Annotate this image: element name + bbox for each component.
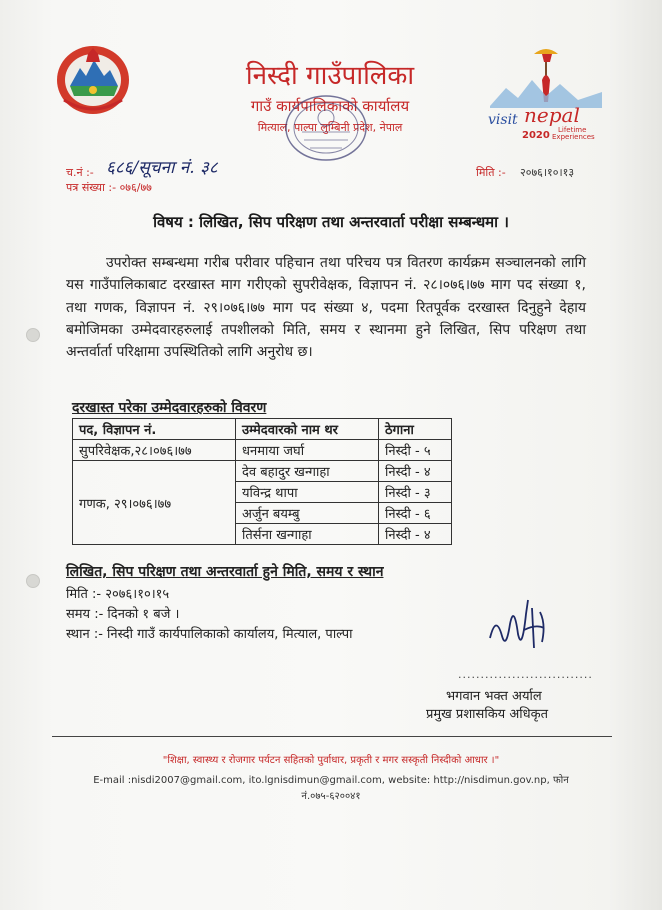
footer-divider xyxy=(52,736,612,737)
visit-nepal-2020-logo xyxy=(486,40,606,142)
schedule-date: मिति :- २०७६।१०।१५ xyxy=(66,587,170,602)
name-cell: यविन्द्र थापा xyxy=(236,482,379,503)
punch-hole xyxy=(26,328,40,342)
municipality-title: निस्दी गाउँपालिका xyxy=(245,61,415,91)
table-row xyxy=(73,440,452,461)
name-cell: तिर्सना खन्गाहा xyxy=(236,524,379,545)
address-cell: निस्दी - ५ xyxy=(379,440,452,461)
punch-hole xyxy=(26,574,40,588)
tagline-lifetime: Lifetime xyxy=(558,126,587,134)
footer-contact-line-1: E-mail :nisdi2007@gmail.com, ito.lgnisdimun@gmail.com, website: http://nisdimun.gov.np, फोन xyxy=(93,775,569,786)
patra-sankhya: पत्र संख्या :- ०७६/७७ xyxy=(66,181,152,194)
footer-motto: "शिक्षा, स्वास्थ्य र रोजगार पर्यटन सहितको पुर्वाधार, प्रकृती र मगर सस्कृती निस्दीको आधार ।" xyxy=(162,755,500,766)
column-header-name: उम्मेदवारको नाम थर xyxy=(236,419,379,440)
office-name: गाउँ कार्यपालिकाको कार्यालय xyxy=(250,97,410,115)
office-seal-stamp xyxy=(282,92,370,164)
nepal-emblem-logo xyxy=(52,40,134,118)
body-text: उपरोक्त सम्बन्धमा गरीब परीवार पहिचान तथा परिचय पत्र वितरण कार्यक्रम सञ्चालनको लागि यस गाउँपालिकाबाट दरखास्त माग गरीएको सुपरीवेक्षक, विज्ञापन नं. २८।०७६।७७ माग पद संख्या १, तथा गणक, विज्ञापन नं. २९।०७६।७७ माग पद संख्या ४, पदमा रितपूर्वक दरखास्त दिनुहुने देहाय बमोजिमका उम्मेदवारहरुलाई तपशीलको मिति, समय र स्थानमा हुने लिखित, सिप परिक्षण तथा अन्तर्वार्ता परिक्षामा उपस्थितिको लागि अनुरोध छ। xyxy=(66,255,586,361)
column-header-address: ठेगाना xyxy=(379,419,452,440)
table-row xyxy=(73,461,452,482)
handwritten-signature xyxy=(484,594,554,656)
address-cell: निस्दी - ४ xyxy=(379,524,452,545)
date-value: २०७६।१०।१३ xyxy=(520,166,575,179)
post-cell: सुपरिवेक्षक,२८।०७६।७७ xyxy=(73,440,236,461)
candidates-table-title: दरखास्त परेका उम्मेदवारहरुको विवरण xyxy=(72,400,267,416)
address-cell: निस्दी - ४ xyxy=(379,461,452,482)
table-header-row xyxy=(73,419,452,440)
schedule-time: समय :- दिनको १ बजे । xyxy=(66,607,180,622)
tagline-experiences: Experiences xyxy=(552,133,595,141)
office-address: मित्याल, पाल्पा लुम्बिनी प्रदेश, नेपाल xyxy=(257,121,403,134)
schedule-place: स्थान :- निस्दी गाउँ कार्यपालिकाको कार्यालय, मित्याल, पाल्पा xyxy=(66,627,353,642)
post-cell: गणक, २९।०७६।७७ xyxy=(73,461,236,545)
nepal-text: nepal xyxy=(524,103,580,127)
column-header-post: पद, विज्ञापन नं. xyxy=(73,419,236,440)
signatory-title: प्रमुख प्रशासकिय अधिकृत xyxy=(426,707,549,722)
cha-no-label: च.नं :- xyxy=(66,166,94,179)
name-cell: धनमाया जर्घा xyxy=(236,440,379,461)
year-text: 2020 xyxy=(522,130,550,141)
name-cell: देव बहादुर खन्गाहा xyxy=(236,461,379,482)
name-cell: अर्जुन बयम्बु xyxy=(236,503,379,524)
address-cell: निस्दी - ३ xyxy=(379,482,452,503)
schedule-title: लिखित, सिप परिक्षण तथा अन्तरवार्ता हुने मिति, समय र स्थान xyxy=(66,564,384,580)
cha-no-handwritten: ६८६/सूचना नं. ३८ xyxy=(106,158,218,178)
address-cell: निस्दी - ६ xyxy=(379,503,452,524)
candidates-table xyxy=(72,418,452,545)
signatory-name: भगवान भक्त अर्याल xyxy=(446,689,542,704)
visit-text: visit xyxy=(488,112,518,128)
date-label: मिति :- xyxy=(476,166,506,179)
footer-contact-line-2: नं.०७५-६२००४१ xyxy=(301,791,361,802)
signature-dotted-line: .............................. xyxy=(458,668,593,681)
subject-line: विषय : लिखित, सिप परिक्षण तथा अन्तरवार्ता परीक्षा सम्बन्धमा । xyxy=(153,213,509,231)
body-paragraph xyxy=(66,252,586,363)
